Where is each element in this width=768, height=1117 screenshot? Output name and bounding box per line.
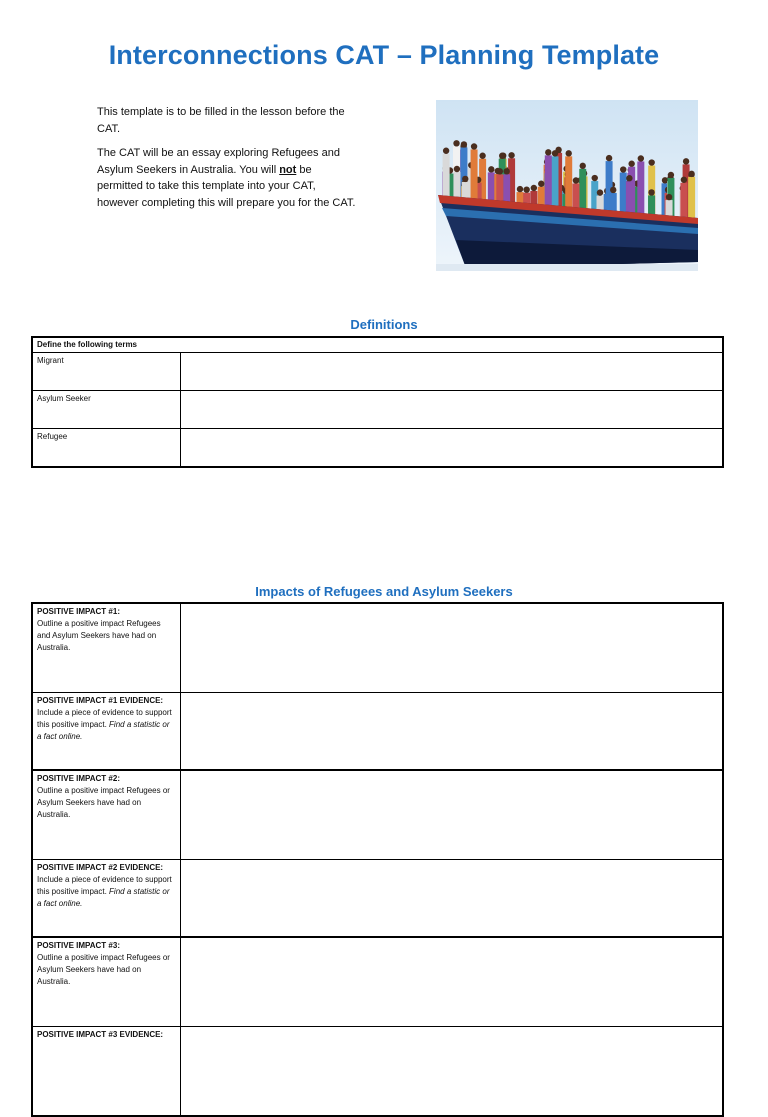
impact-label: POSITIVE IMPACT #3: bbox=[37, 941, 120, 950]
table-row bbox=[32, 353, 723, 391]
table-row bbox=[32, 937, 723, 1027]
intro-paragraph-1: This template is to be filled in the lesson before the CAT. bbox=[97, 106, 345, 135]
table-row bbox=[32, 603, 723, 693]
table-row bbox=[32, 860, 723, 938]
impact-prompt bbox=[32, 937, 180, 1027]
refugee-boat-photo bbox=[436, 100, 698, 271]
impact-instruction: Outline a positive impact Refugees and Asylum Seekers have had on Australia. bbox=[37, 619, 161, 652]
impact-answer-cell[interactable] bbox=[180, 770, 723, 860]
definition-answer-cell[interactable] bbox=[180, 429, 723, 468]
intro-paragraph-2 bbox=[97, 145, 359, 211]
definition-answer-cell[interactable] bbox=[180, 391, 723, 429]
definitions-header: Define the following terms bbox=[32, 337, 723, 353]
impact-prompt bbox=[32, 1027, 180, 1117]
intro-text-after: be permitted to take this template into your CAT, however completing this will prepare you for the CAT. bbox=[97, 163, 356, 209]
term-label: Migrant bbox=[32, 353, 180, 391]
impact-instruction: Include a piece of evidence to support this positive impact. bbox=[37, 875, 172, 896]
impact-instruction: Include a piece of evidence to support this positive impact. bbox=[37, 708, 172, 729]
intro-text-before: The CAT will be an essay exploring Refugees and Asylum Seekers in Australia. You will bbox=[97, 147, 340, 176]
impact-prompt bbox=[32, 693, 180, 771]
impact-prompt bbox=[32, 770, 180, 860]
term-label: Asylum Seeker bbox=[32, 391, 180, 429]
impact-hint: Find a statistic or a fact online. bbox=[37, 720, 170, 741]
refugee-boat-illustration bbox=[436, 100, 698, 271]
table-row bbox=[32, 770, 723, 860]
page-title: Interconnections CAT – Planning Template bbox=[108, 40, 660, 70]
impacts-table bbox=[31, 602, 724, 1117]
definitions-heading: Definitions bbox=[350, 317, 418, 332]
intro-emphasis-not: not bbox=[279, 163, 297, 176]
impact-prompt bbox=[32, 860, 180, 938]
term-label: Refugee bbox=[32, 429, 180, 468]
table-row bbox=[32, 693, 723, 771]
definition-answer-cell[interactable] bbox=[180, 353, 723, 391]
definitions-header-row bbox=[32, 337, 723, 353]
impact-answer-cell[interactable] bbox=[180, 1027, 723, 1117]
impact-label: POSITIVE IMPACT #1 EVIDENCE: bbox=[37, 696, 164, 705]
impact-answer-cell[interactable] bbox=[180, 937, 723, 1027]
definitions-table bbox=[31, 336, 724, 468]
intro-text bbox=[97, 104, 359, 219]
impacts-heading: Impacts of Refugees and Asylum Seekers bbox=[255, 584, 513, 599]
impact-prompt bbox=[32, 603, 180, 693]
impact-instruction: Outline a positive impact Refugees or Asylum Seekers have had on Australia. bbox=[37, 786, 170, 819]
impact-label: POSITIVE IMPACT #1: bbox=[37, 607, 120, 616]
impact-answer-cell[interactable] bbox=[180, 860, 723, 938]
impact-answer-cell[interactable] bbox=[180, 603, 723, 693]
impact-answer-cell[interactable] bbox=[180, 693, 723, 771]
impact-label: POSITIVE IMPACT #2: bbox=[37, 774, 120, 783]
table-row bbox=[32, 429, 723, 468]
impact-hint: Find a statistic or a fact online. bbox=[37, 887, 170, 908]
table-row bbox=[32, 1027, 723, 1117]
impact-label: POSITIVE IMPACT #3 EVIDENCE: bbox=[37, 1030, 164, 1039]
impact-instruction: Outline a positive impact Refugees or Asylum Seekers have had on Australia. bbox=[37, 953, 170, 986]
table-row bbox=[32, 391, 723, 429]
impact-label: POSITIVE IMPACT #2 EVIDENCE: bbox=[37, 863, 164, 872]
